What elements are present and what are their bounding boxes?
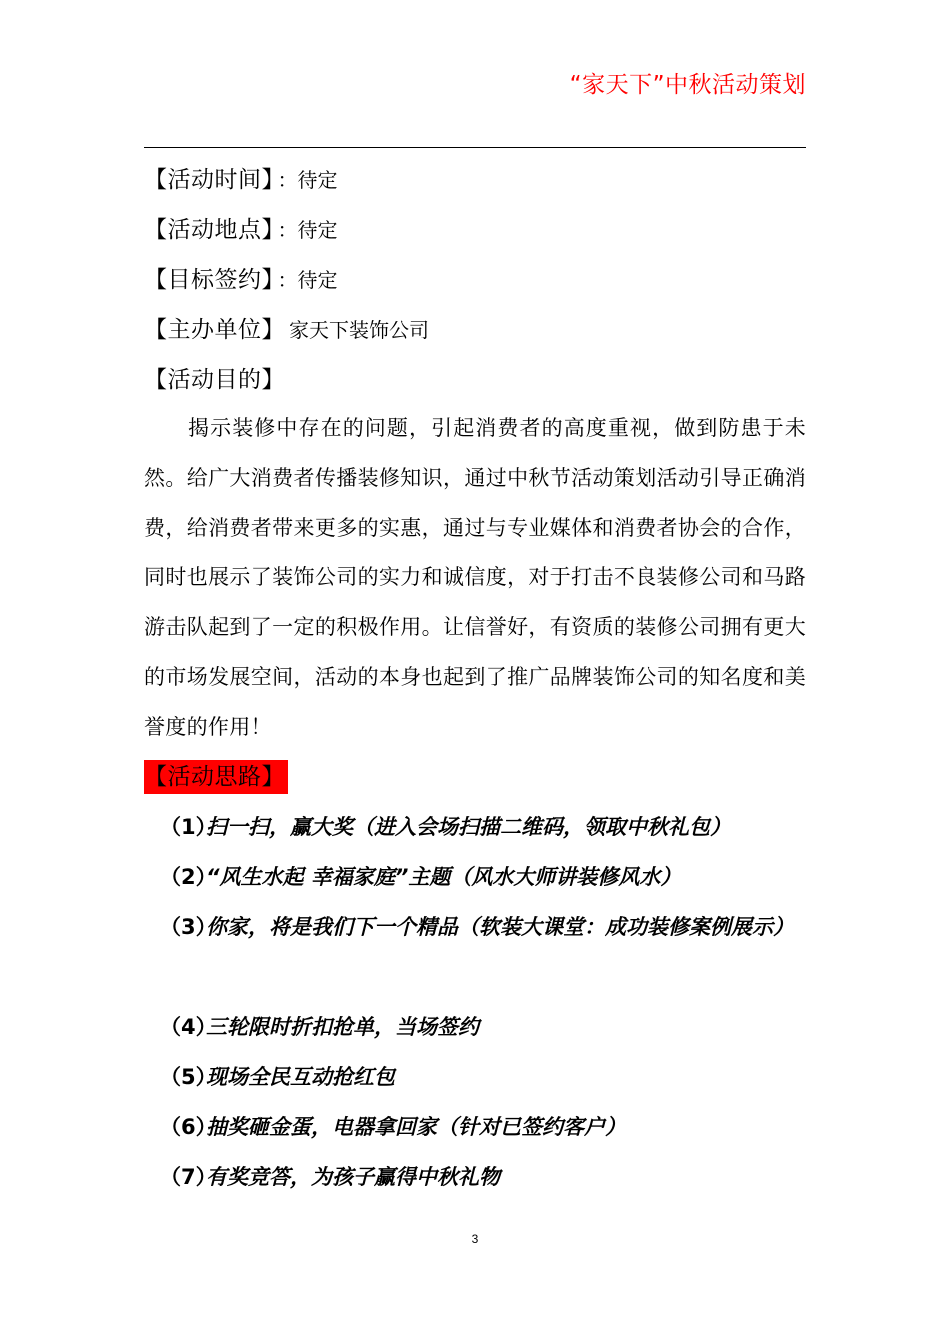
list-item-text: 三轮限时折扣抢单，当场签约 (206, 1015, 479, 1039)
list-item-number: （7） (160, 1165, 217, 1189)
list-item (160, 1052, 810, 1102)
list-item (160, 902, 810, 952)
meta-activity-time (144, 160, 338, 200)
purpose-paragraph: 揭示装修中存在的问题，引起消费者的高度重视，做到防患于未然。给广大消费者传播装修知识，通过中秋节活动策划活动引导正确消费，给消费者带来更多的实惠，通过与专业媒体和消费者协会的合作，同时也展示了装饰公司的实力和诚信度，对于打击不良装修公司和马路游击队起到了一定的积极作用。让信誉好，有资质的装修公司拥有更大的市场发展空间，活动的本身也起到了推广品牌装饰公司的知名度和美誉度的作用！ (144, 416, 806, 739)
list-item-number: （2） (160, 865, 217, 889)
meta-label: 【活动时间】 (144, 167, 274, 193)
list-item-text: 你家，将是我们下一个精品（软装大课堂：成功装修案例展示） (206, 915, 794, 939)
meta-label: 【目标签约】 (144, 267, 274, 293)
list-item (160, 1102, 810, 1152)
list-item-number: （4） (160, 1015, 217, 1039)
list-item-text: 抽奖砸金蛋，电器拿回家（针对已签约客户） (206, 1115, 626, 1139)
meta-label: 【主办单位】 (144, 317, 285, 343)
header-divider (144, 147, 806, 148)
meta-value: 家天下装饰公司 (289, 318, 429, 342)
meta-value: ：待定 (277, 168, 338, 192)
meta-label: 【活动地点】 (144, 217, 274, 243)
list-item-number: （6） (160, 1115, 217, 1139)
page-number: 3 (471, 1232, 479, 1246)
list-item (160, 1002, 810, 1052)
list-item-number: （5） (160, 1065, 217, 1089)
list-item-text: 现场全民互动抢红包 (206, 1065, 395, 1089)
header-title: “家天下”中秋活动策划 (569, 72, 806, 98)
list-item-text: 有奖竞答，为孩子赢得中秋礼物 (206, 1165, 500, 1189)
list-item-text: 扫一扫，赢大奖（进入会场扫描二维码，领取中秋礼包） (206, 815, 731, 839)
list-item-number: （1） (160, 815, 217, 839)
list-item (160, 852, 810, 902)
purpose-heading: 【活动目的】 (144, 367, 285, 393)
list-item-text: “风生水起 幸福家庭”主题（风水大师讲装修风水） (206, 865, 682, 889)
meta-organizer (144, 310, 429, 350)
list-item (160, 1152, 810, 1202)
list-item (160, 802, 810, 852)
meta-value: ：待定 (277, 218, 338, 242)
ideas-heading: 【活动思路】 (144, 760, 288, 794)
meta-value: ：待定 (277, 268, 338, 292)
meta-target-signing (144, 260, 338, 300)
list-item-number: （3） (160, 915, 217, 939)
meta-activity-location (144, 210, 338, 250)
